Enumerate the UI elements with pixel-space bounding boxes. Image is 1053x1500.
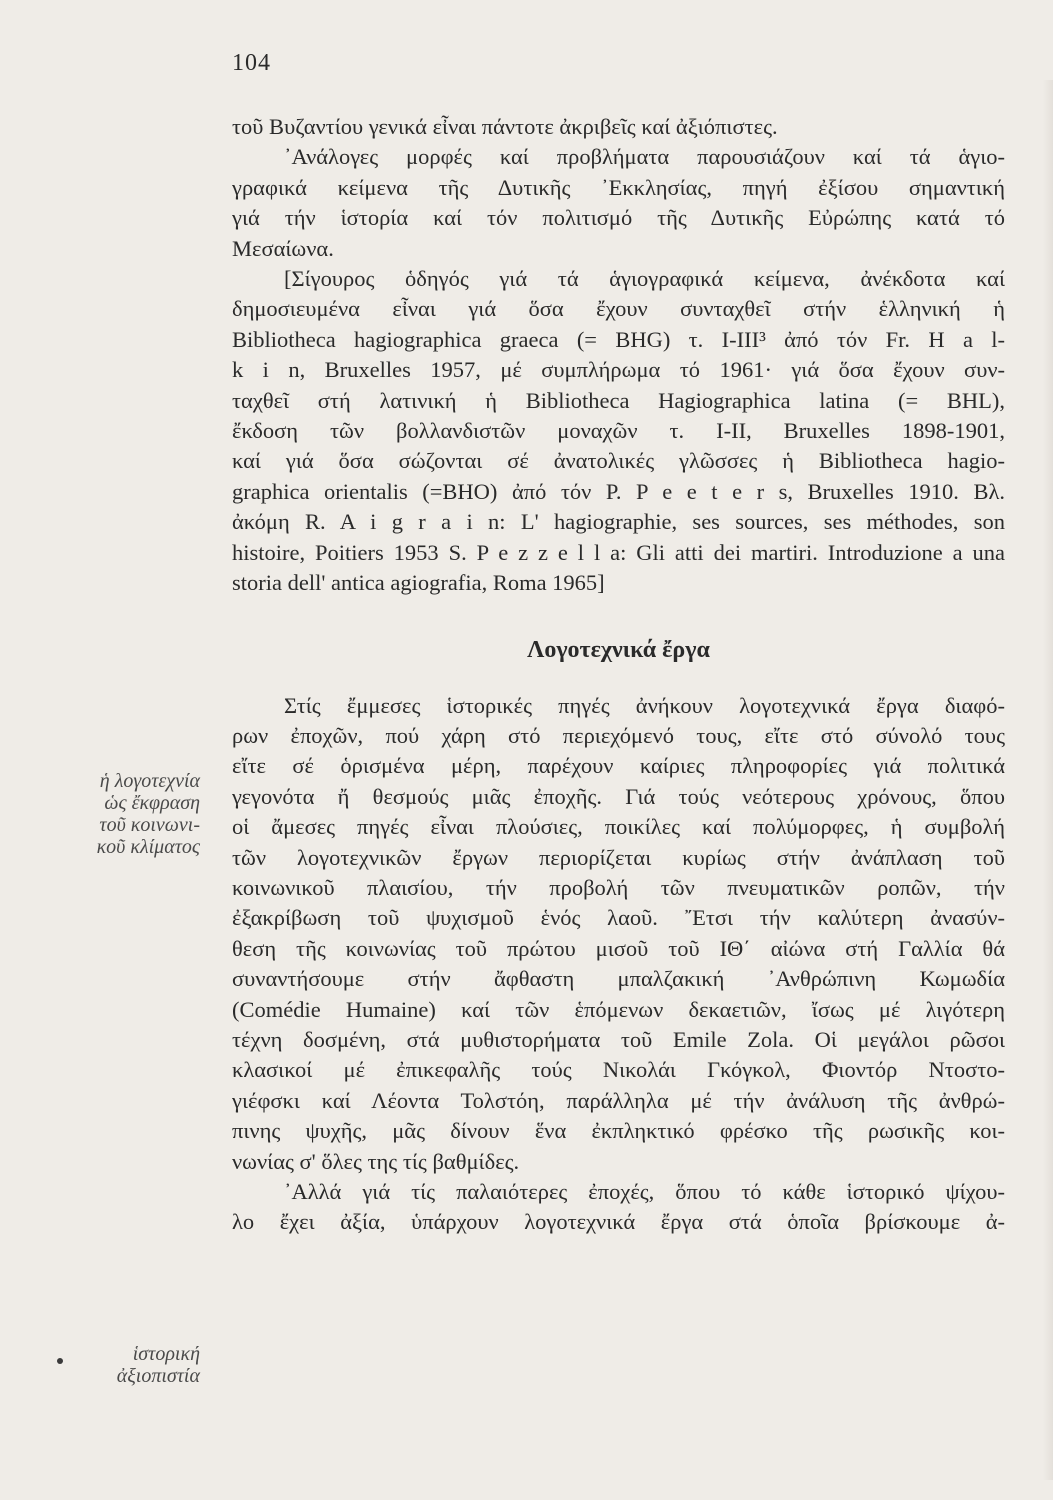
paragraph-2 — [232, 142, 1005, 264]
margin-note-literature — [60, 770, 200, 858]
text-line: graphica orientalis (=BHO) ἀπό τόν P. P e e t e r s, Bruxelles 1910. Βλ. — [232, 478, 1005, 504]
page-number: 104 — [232, 50, 271, 76]
margin-note-line: κοῦ κλίματος — [96, 836, 200, 858]
margin-note-line: ἱστορική — [132, 1343, 200, 1365]
text-line: τῶν λογοτεχνικῶν ἔργων περιορίζεται κυρίως στήν ἀνάπλαση τοῦ — [232, 844, 1005, 870]
text-line: ἀκόμη R. A i g r a i n: L' hagiographie, ses sources, ses méthodes, son — [232, 509, 1005, 535]
text-line: θεση τῆς κοινωνίας τοῦ πρώτου μισοῦ τοῦ ΙΘ΄ αἰώνα στή Γαλλία θά — [232, 935, 1005, 961]
text-line: νωνίας σ' ὅλες της τίς βαθμίδες. — [232, 1148, 520, 1174]
paragraph-1 — [232, 112, 1005, 142]
text-line: γιά τήν ἱστορία καί τόν πολιτισμό τῆς Δυτικῆς Εὐρώπης κατά τό — [232, 205, 1005, 231]
text-line: εἴτε σέ ὁρισμένα μέρη, παρέχουν καίριες πληροφορίες γιά πολιτικά — [232, 753, 1005, 779]
section-heading: Λογοτεχνικά ἔργα — [527, 636, 710, 663]
text-line: γεγονότα ἤ θεσμούς μιᾶς ἐποχῆς. Γιά τούς νεότερους χρόνους, ὅπου — [232, 783, 1005, 809]
text-line: [Σίγουρος ὁδηγός γιά τά ἁγιογραφικά κείμενα, ἀνέκδοτα καί — [284, 266, 1005, 292]
text-line: storia dell' antica agiografia, Roma 1965] — [232, 570, 605, 596]
text-line: τέχνη δοσμένη, στά μυθιστορήματα τοῦ Emile Zola. Οἱ μεγάλοι ρῶσοι — [232, 1026, 1005, 1052]
margin-note-line: ἡ λογοτεχνία — [99, 770, 200, 792]
text-line: Μεσαίωνα. — [232, 235, 334, 261]
text-line: k i n, Bruxelles 1957, μέ συμπλήρωμα τό 1961· γιά ὅσα ἔχουν συν- — [232, 357, 1005, 383]
text-line: γιέφσκι καί Λέοντα Τολστόη, παράλληλα μέ τήν ἀνάλυση τῆς ἀνθρώ- — [232, 1087, 1005, 1113]
text-line: γραφικά κείμενα τῆς Δυτικῆς ᾿Εκκλησίας, πηγή ἐξίσου σημαντική — [232, 174, 1005, 200]
paragraph-4 — [232, 1177, 1005, 1238]
text-line: ἐξακρίβωση τοῦ ψυχισμοῦ ἑνός λαοῦ. ῎Ετσι τήν καλύτερη ἀνασύν- — [232, 905, 1005, 931]
text-line: ἔκδοση τῶν βολλανδιστῶν μοναχῶν τ. I-II, Bruxelles 1898-1901, — [232, 418, 1005, 444]
text-line: histoire, Poitiers 1953 S. P e z z e l l a: Gli atti dei martiri. Introduzione a una — [232, 539, 1005, 565]
text-line: δημοσιευμένα εἶναι γιά ὅσα ἔχουν συνταχθεῖ στήν ἑλληνική ἡ — [232, 296, 1005, 322]
text-line: λο ἔχει ἀξία, ὑπάρχουν λογοτεχνικά ἔργα στά ὁποῖα βρίσκουμε ἀ- — [232, 1209, 1005, 1235]
paragraph-3 — [232, 691, 1005, 1178]
page-edge-shadow — [1043, 80, 1053, 1480]
text-line: καί γιά ὅσα σώζονται σέ ἀνατολικές γλῶσσες ἡ Bibliotheca hagio- — [232, 448, 1005, 474]
text-line: κλασικοί μέ ἐπικεφαλῆς τούς Νικολάι Γκόγκολ, Φιοντόρ Ντοστο- — [232, 1057, 1005, 1083]
bibliographic-note — [232, 264, 1005, 598]
text-line: (Comédie Humaine) καί τῶν ἑπόμενων δεκαετιῶν, ἴσως μέ λιγότερη — [232, 996, 1005, 1022]
text-line: οἱ ἄμεσες πηγές εἶναι πλούσιες, ποικίλες καί πολύμορφες, ἡ συμβολή — [232, 814, 1005, 840]
text-line: τοῦ Βυζαντίου γενικά εἶναι πάντοτε ἀκριβεῖς καί ἀξιόπιστες. — [232, 114, 778, 139]
text-line: ᾿Αλλά γιά τίς παλαιότερες ἐποχές, ὅπου τό κάθε ἱστορικό ψίχου- — [284, 1179, 1005, 1204]
text-line: ρων ἐποχῶν, πού χάρη στό περιεχόμενό τους, εἴτε στό σύνολό τους — [232, 722, 1005, 748]
margin-note-line: ὡς ἔκφραση — [104, 792, 200, 814]
text-line: ταχθεῖ στή λατινική ἡ Bibliotheca Hagiographica latina (= BHL), — [232, 387, 1005, 413]
text-line: κοινωνικοῦ πλαισίου, τήν προβολή τῶν πνευματικῶν ροπῶν, τήν — [232, 874, 1005, 900]
text-line: ᾿Ανάλογες μορφές καί προβλήματα παρουσιάζουν καί τά ἁγιο- — [284, 144, 1005, 170]
margin-note-line: ἀξιοπιστία — [116, 1365, 200, 1387]
margin-note-line: τοῦ κοινωνι- — [99, 814, 200, 836]
text-line: συναντήσουμε στήν ἄφθαστη μπαλζακική ᾿Ανθρώπινη Κωμωδία — [232, 966, 1005, 992]
text-line: Bibliotheca hagiographica graeca (= BHG) τ. I-III³ ἀπό τόν Fr. H a l- — [232, 326, 1005, 352]
margin-note-historical — [60, 1343, 200, 1387]
main-text — [232, 112, 1005, 1238]
text-line: Στίς ἔμμεσες ἱστορικές πηγές ἀνήκουν λογοτεχνικά ἔργα διαφό- — [284, 692, 1005, 718]
text-line: πινης ψυχῆς, μᾶς δίνουν ἕνα ἐκπληκτικό φρέσκο τῆς ρωσικῆς κοι- — [232, 1118, 1005, 1144]
